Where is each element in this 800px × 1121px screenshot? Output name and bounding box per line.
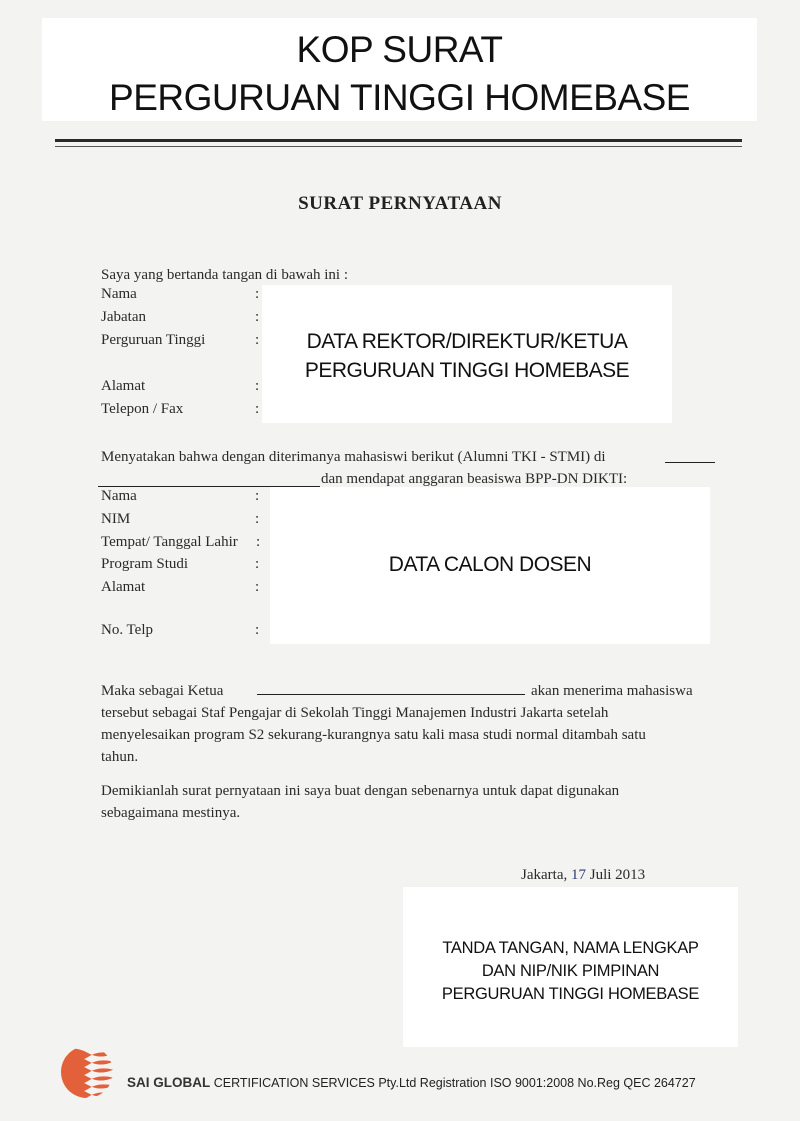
footer-text: CERTIFICATION SERVICES Pty.Ltd Registration ISO 9001:2008 No.Reg QEC 264727 [213, 1076, 696, 1090]
signatory-placeholder-line-2: PERGURUAN TINGGI HOMEBASE [304, 359, 630, 382]
signature-placeholder-line-1: TANDA TANGAN, NAMA LENGKAP [442, 939, 699, 957]
statement-line-1: Menyatakan bahwa dengan diterimanya mahasiswi berikut (Alumni TKI - STMI) di [101, 449, 606, 465]
letterhead-rule-thick [55, 139, 742, 142]
intro-text: Saya yang bertanda tangan di bawah ini : [101, 267, 349, 283]
letterhead-line-1: KOP SURAT [296, 29, 503, 70]
paragraph-1-end: akan menerima mahasiswa [531, 683, 693, 699]
statement-line-2: dan mendapat anggaran beasiswa BPP-DN DIKTI: [321, 471, 628, 487]
field-colon: : [255, 488, 260, 504]
signature-placeholder-line-3: PERGURUAN TINGGI HOMEBASE [441, 985, 700, 1003]
signatory-placeholder-line-1: DATA REKTOR/DIREKTUR/KETUA [306, 330, 628, 353]
field-colon: : [256, 534, 261, 550]
field-colon: : [255, 286, 260, 302]
student-label-nama: Nama [101, 488, 137, 504]
student-placeholder: DATA CALON DOSEN [388, 553, 592, 576]
field-colon: : [255, 556, 260, 572]
field-label-perguruan-tinggi: Perguruan Tinggi [101, 332, 206, 348]
student-label-ttl: Tempat/ Tanggal Lahir [101, 534, 238, 550]
student-label-nim: NIM [101, 511, 131, 527]
student-label-alamat: Alamat [101, 579, 146, 595]
field-colon: : [255, 309, 260, 325]
paragraph-1-line-3: menyelesaikan program S2 sekurang-kurangnya satu kali masa studi normal ditambah satu [101, 727, 646, 743]
signatory-placeholder [262, 327, 672, 385]
institution-name-blank[interactable] [257, 694, 525, 695]
field-label-jabatan: Jabatan [101, 309, 146, 325]
letterhead-rule-thin [55, 146, 742, 147]
student-data-box[interactable] [270, 487, 710, 644]
paragraph-1-line-2: tersebut sebagai Staf Pengajar di Sekolah Tinggi Manajemen Industri Jakarta setelah [101, 705, 609, 721]
paragraph-1-start: Maka sebagai Ketua [101, 683, 224, 699]
field-colon: : [255, 332, 260, 348]
date-month-year: Juli 2013 [589, 867, 646, 883]
field-label-telepon: Telepon / Fax [101, 401, 184, 417]
footer-certification [127, 1075, 696, 1090]
sai-global-logo-icon [60, 1045, 114, 1099]
student-label-program-studi: Program Studi [101, 556, 189, 572]
letterhead-line-2: PERGURUAN TINGGI HOMEBASE [109, 77, 690, 118]
field-colon: : [255, 401, 260, 417]
date-day: 17 [570, 867, 586, 883]
field-colon: : [255, 378, 260, 394]
signature-box[interactable] [403, 887, 738, 1047]
student-label-telp: No. Telp [101, 622, 154, 638]
field-colon: : [255, 579, 260, 595]
document-title: SURAT PERNYATAAN [298, 193, 502, 214]
letterhead-box [42, 18, 757, 121]
paragraph-2-line-1: Demikianlah surat pernyataan ini saya buat dengan sebenarnya untuk dapat digunakan [101, 783, 620, 799]
paragraph-1-line-4: tahun. [101, 749, 139, 765]
field-colon: : [255, 622, 260, 638]
signature-placeholder-line-2: DAN NIP/NIK PIMPINAN [481, 962, 660, 980]
field-label-alamat: Alamat [101, 378, 146, 394]
signatory-data-box[interactable] [262, 285, 672, 423]
field-label-nama: Nama [101, 286, 137, 302]
institution-blank-1[interactable] [665, 462, 715, 463]
date-place: Jakarta, [521, 867, 568, 883]
date-line [521, 864, 645, 886]
field-colon: : [255, 511, 260, 527]
signature-placeholder [403, 937, 738, 1006]
footer-brand: SAI GLOBAL [127, 1075, 211, 1090]
paragraph-2-line-2: sebagaimana mestinya. [101, 805, 241, 821]
